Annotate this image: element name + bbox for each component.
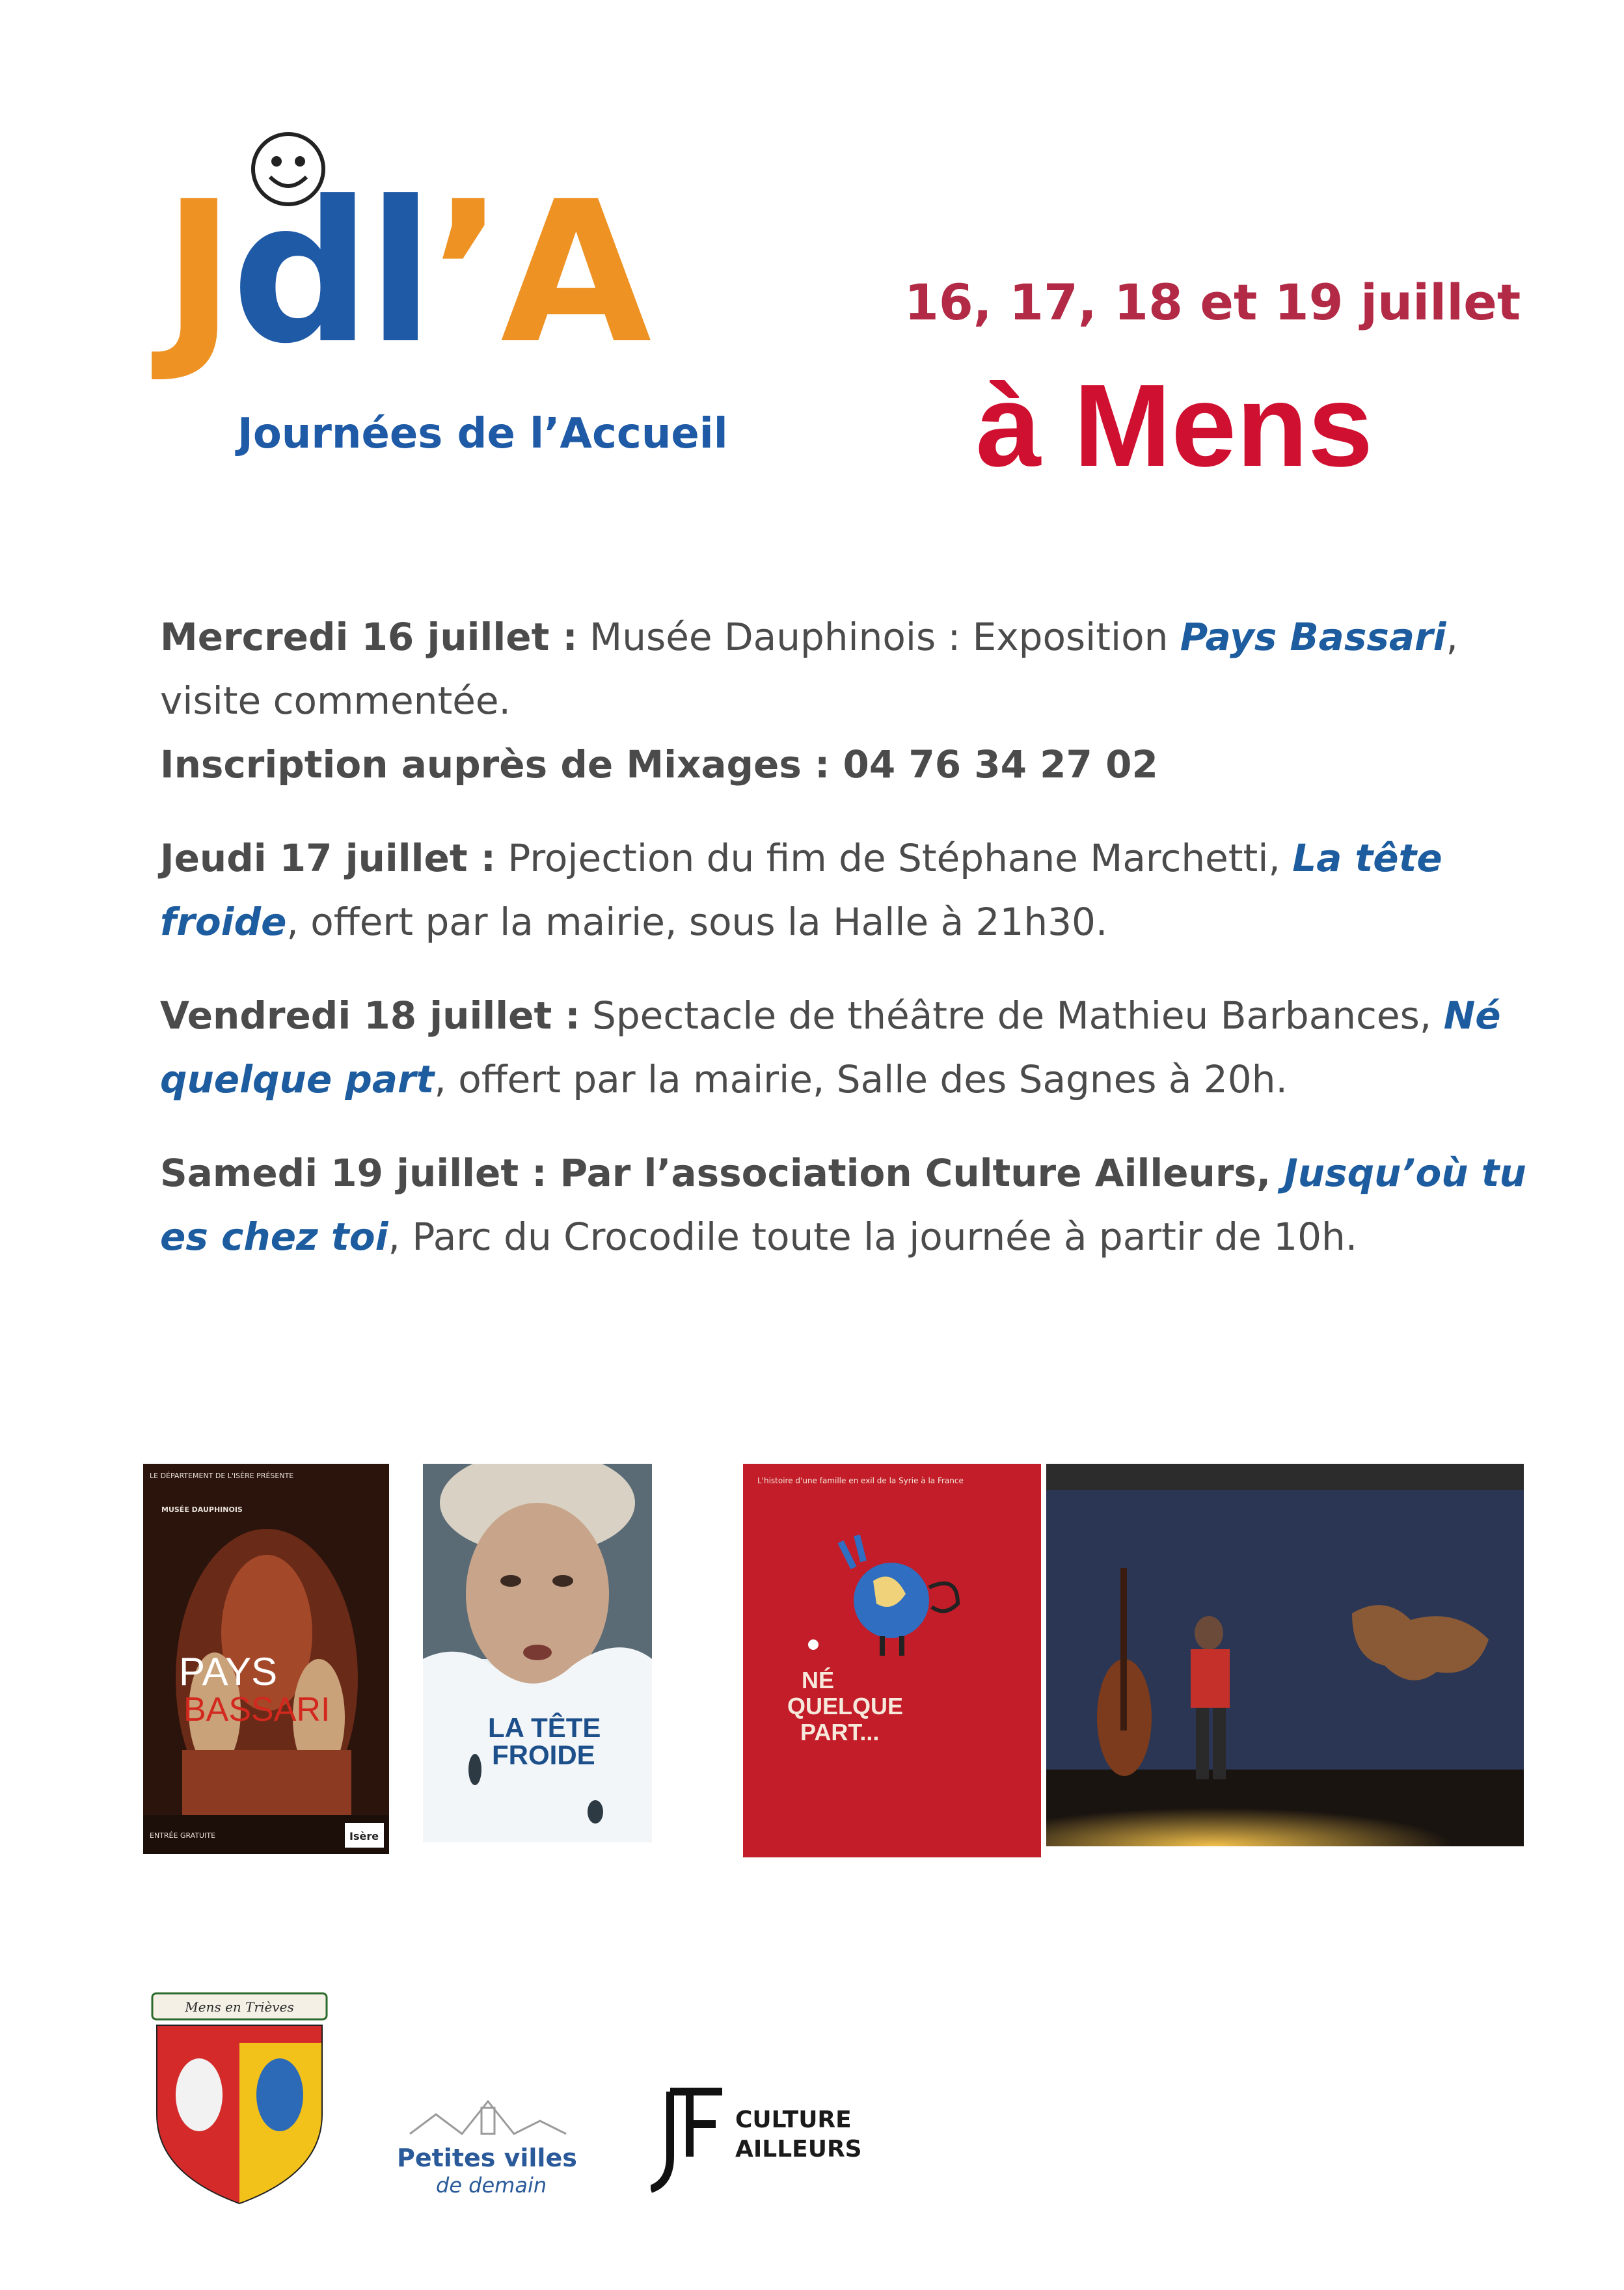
poster2-title-line2: FROIDE <box>492 1740 595 1770</box>
program-text: , offert par la mairie, sous la Halle à 21h30. <box>286 900 1108 944</box>
petites-villes-logo <box>384 2075 592 2205</box>
program-text: , visite commentée. <box>160 615 1458 723</box>
petites-villes-image <box>384 2075 592 2205</box>
pvd-line1: Petites villes <box>397 2144 577 2172</box>
logo-subtitle: Journées de l’Accueil <box>237 410 728 458</box>
poster1-footer: ENTRÉE GRATUITE <box>150 1831 216 1840</box>
event-place: à Mens <box>976 360 1374 491</box>
poster1-title-line1: PAYS <box>179 1650 278 1693</box>
poster2-title-line1: LA TÊTE <box>488 1712 601 1743</box>
program-item <box>160 826 1539 954</box>
program-title: La tête froide <box>160 836 1442 944</box>
poster3-title-line1: NÉ <box>802 1667 835 1693</box>
stage-photo-image <box>1046 1464 1524 1846</box>
program-day: Mercredi 16 juillet : <box>160 615 578 659</box>
poster-ne-quelque-part-image <box>743 1464 1041 1857</box>
culture-ailleurs-image <box>651 2079 872 2196</box>
program-title: Pays Bassari <box>1180 615 1446 659</box>
program-text: Spectacle de théâtre de Mathieu Barbances, <box>580 993 1444 1038</box>
poster3-header: L'histoire d'une famille en exil de la Syrie à la France <box>757 1476 964 1485</box>
poster-ne-quelque-part <box>743 1464 1041 1857</box>
ca-line1: CULTURE <box>735 2107 852 2133</box>
poster1-title-line2: BASSARI <box>183 1691 331 1729</box>
poster3-title-line3: PART... <box>800 1719 880 1745</box>
logo-wordmark: Jdl’A <box>163 159 648 386</box>
program-text: Musée Dauphinois : Exposition <box>577 615 1180 659</box>
program-day: Vendredi 18 juillet : <box>160 993 580 1038</box>
poster1-brand: Isère <box>349 1830 379 1842</box>
poster-pays-bassari <box>143 1464 389 1854</box>
program-title: Né quelque part <box>160 993 1501 1101</box>
program-item <box>160 984 1539 1111</box>
culture-ailleurs-logo <box>651 2079 872 2196</box>
program-item <box>160 1141 1539 1269</box>
program-note: Inscription auprès de Mixages : 04 76 34 27 02 <box>160 742 1158 787</box>
stage-photo <box>1046 1464 1524 1846</box>
poster1-header: LE DÉPARTEMENT DE L'ISÈRE PRÉSENTE <box>150 1472 294 1480</box>
pvd-line2: de demain <box>436 2173 547 2198</box>
poster-la-tete-froide <box>423 1464 652 1842</box>
program-day: Jeudi 17 juillet : <box>160 836 496 880</box>
poster3-title-line2: QUELQUE <box>787 1693 904 1719</box>
jdla-logo <box>163 130 826 481</box>
poster-pays-bassari-image <box>143 1464 389 1854</box>
program-item <box>160 605 1539 796</box>
coat-of-arms-image <box>148 1991 331 2205</box>
program-title: Jusqu’où tu es chez toi <box>160 1151 1526 1259</box>
program-text: , offert par la mairie, Salle des Sagnes à 20h. <box>434 1057 1288 1101</box>
program-text: , Parc du Crocodile toute la journée à partir de 10h. <box>388 1215 1358 1259</box>
program-text: Projection du fim de Stéphane Marchetti, <box>495 836 1293 880</box>
program-day: Samedi 19 juillet : Par l’association Culture Ailleurs, <box>160 1151 1284 1195</box>
ca-line2: AILLEURS <box>735 2136 862 2162</box>
poster-la-tete-froide-image <box>423 1464 652 1842</box>
program <box>160 605 1539 1299</box>
coat-of-arms-label: Mens en Trièves <box>185 1999 294 2015</box>
poster1-museum: MUSÉE DAUPHINOIS <box>161 1505 243 1514</box>
event-dates: 16, 17, 18 et 19 juillet <box>904 273 1521 331</box>
coat-of-arms-mens <box>148 1991 331 2205</box>
